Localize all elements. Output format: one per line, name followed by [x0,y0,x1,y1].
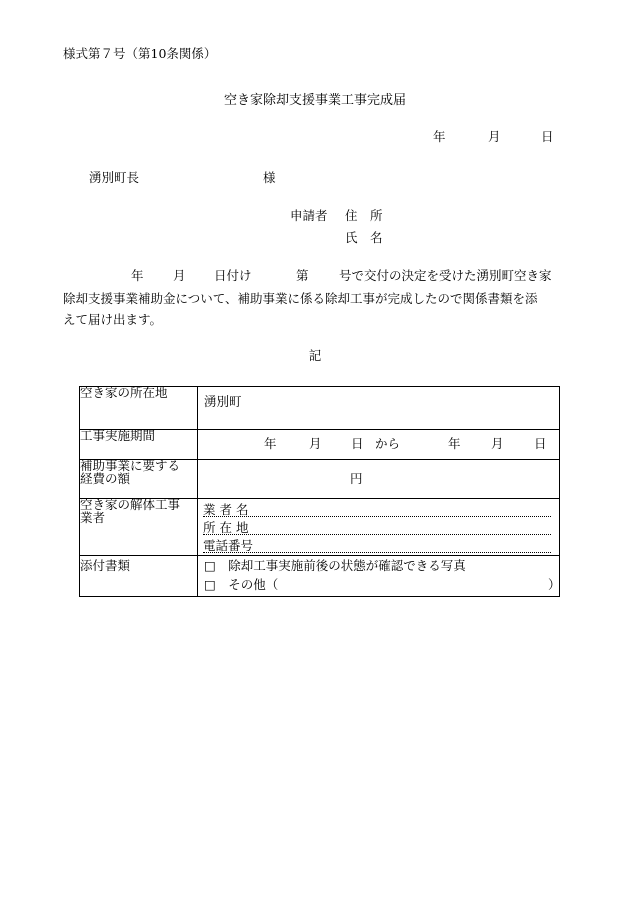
applicant-role: 申請者 [290,208,328,223]
attachments-list [198,556,560,597]
contractor-phone-line[interactable] [203,552,551,553]
form-number: 様式第７号（第10条関係） [63,46,217,61]
body-number-prefix: 第 [296,268,309,283]
cost-label-line1: 補助事業に要する [80,458,181,473]
period-start-month: 月 [309,436,322,451]
contractor-name-line[interactable] [203,516,551,517]
contractor-phone-label: 電話番号 [203,538,254,553]
date-month: 月 [488,129,501,144]
body-year: 年 [131,268,144,283]
table-row [80,430,560,460]
contractor-label-line1: 空き家の解体工事 [80,497,181,512]
body-line2: 除却支援事業補助金について、補助事業に係る除却工事が完成したので関係書類を添 [63,291,538,306]
applicant-name-label: 氏 名 [345,230,383,245]
contractor-fields [198,499,560,556]
date-year: 年 [433,129,446,144]
cost-unit: 円 [350,471,363,486]
addressee-honorific: 様 [263,170,276,185]
cost-label-line2: 経費の額 [80,470,131,486]
period-start-year: 年 [264,436,277,451]
contractor-address-label: 所 在 地 [203,520,249,535]
details-table [79,386,560,597]
contractor-address-line[interactable] [203,534,551,535]
period-value [198,430,560,460]
cost-label [80,460,198,499]
contractor-label [80,499,198,556]
period-end-month: 月 [491,436,504,451]
location-value: 湧別町 [198,387,560,430]
applicant-address-label: 住 所 [345,208,383,223]
attachment-other-close: ） [548,577,561,592]
date-day: 日 [541,129,554,144]
location-label: 空き家の所在地 [80,387,198,430]
contractor-label-line2: 業者 [80,509,106,525]
period-from: から [375,436,401,451]
addressee-name: 湧別町長 [89,170,140,185]
period-label: 工事実施期間 [80,430,198,460]
ki-heading: 記 [308,348,322,363]
period-end-day: 日 [534,436,547,451]
body-date-suffix: 日付け [214,268,252,283]
body-line1-rest: 号で交付の決定を受けた湧別町空き家 [339,268,552,283]
period-start-day: 日 [351,436,364,451]
body-line3: えて届け出ます。 [63,312,163,327]
table-row [80,387,560,430]
body-month: 月 [173,268,186,283]
cost-value [198,460,560,499]
attachment-photo-checkbox[interactable]: □ 除却工事実施前後の状態が確認できる写真 [204,558,466,573]
table-row [80,499,560,556]
table-row [80,556,560,597]
attachment-other-checkbox[interactable]: □ その他（ [204,577,279,592]
document-title: 空き家除却支援事業工事完成届 [223,93,406,108]
table-row [80,460,560,499]
contractor-name-label: 業 者 名 [203,502,249,517]
period-end-year: 年 [448,436,461,451]
attachments-label: 添付書類 [80,556,198,597]
